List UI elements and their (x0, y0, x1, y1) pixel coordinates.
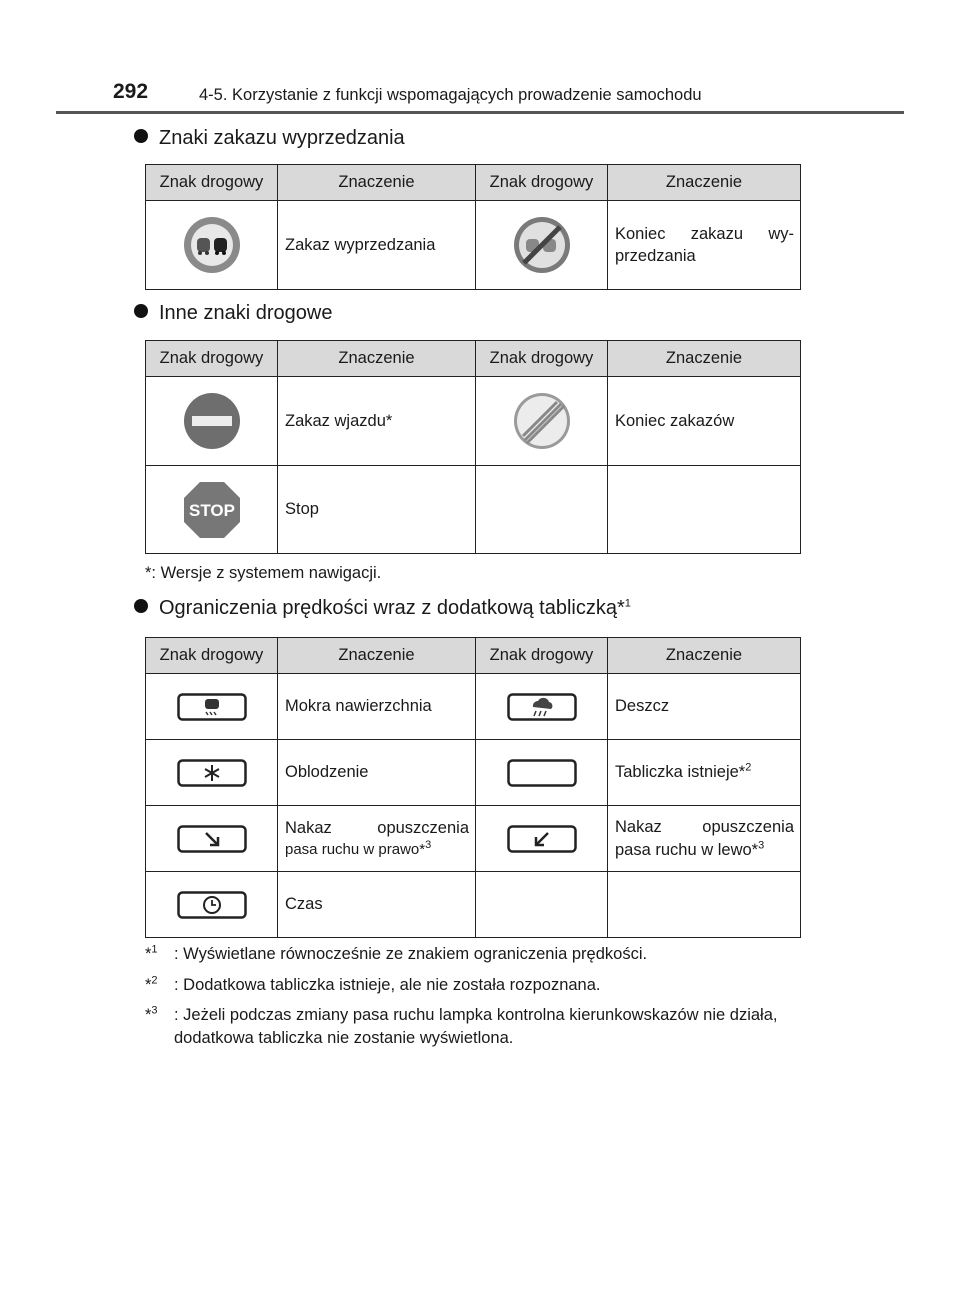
column-header: Znaczenie (608, 638, 801, 674)
column-header: Znaczenie (278, 638, 476, 674)
meaning-cell: Stop (278, 466, 476, 554)
sign-cell (146, 806, 278, 872)
sign-cell (146, 466, 278, 554)
section-heading-other-signs (134, 302, 332, 325)
empty-cell (476, 466, 608, 554)
table-row (146, 466, 801, 554)
bullet-icon (134, 599, 148, 613)
table-row (146, 872, 801, 938)
sign-cell (476, 201, 608, 290)
empty-cell (608, 872, 801, 938)
meaning-line: przedzania (615, 247, 696, 265)
meaning-line: Koniec zakazu wy- (615, 224, 794, 243)
meaning-cell: Koniec zakazów (608, 377, 801, 466)
footnote (145, 974, 805, 997)
end-of-restrictions-sign-icon (512, 391, 572, 451)
meaning-text: pasa ruchu w lewo* (615, 840, 759, 859)
table-header-row (146, 165, 801, 201)
column-header: Znak drogowy (476, 341, 608, 377)
column-header: Znak drogowy (476, 638, 608, 674)
footnote-ref: 3 (758, 839, 765, 851)
meaning-cell (608, 806, 801, 872)
exit-lane-left-plate-icon (507, 825, 577, 853)
sign-cell (146, 740, 278, 806)
stop-sign-icon (182, 480, 242, 540)
exit-lane-right-plate-icon (177, 825, 247, 853)
footnote-ref: 1 (624, 597, 631, 610)
footnote-mark: *$^1$ (145, 943, 158, 963)
meaning-line (615, 839, 794, 861)
no-overtaking-table (145, 164, 801, 290)
sign-cell (146, 872, 278, 938)
footnote (145, 1004, 805, 1050)
section-title: Inne znaki drogowe (159, 302, 333, 324)
meaning-cell: Deszcz (608, 674, 801, 740)
table-row (146, 674, 801, 740)
meaning-cell: Mokra nawierzchnia (278, 674, 476, 740)
sign-cell (476, 377, 608, 466)
page-number: 292 (113, 80, 149, 103)
column-header: Znak drogowy (146, 638, 278, 674)
meaning-cell: Zakaz wyprzedzania (278, 201, 476, 290)
no-overtaking-sign-icon (182, 215, 242, 275)
header-divider (56, 111, 904, 114)
navigation-note: *: Wersje z systemem nawigacji. (145, 564, 382, 582)
chapter-title: 4-5. Korzystanie z funkcji wspomagających prowadzenie samochodu (199, 86, 702, 104)
meaning-cell (608, 740, 801, 806)
meaning-cell: Czas (278, 872, 476, 938)
column-header: Znaczenie (278, 165, 476, 201)
footnote-text: : Jeżeli podczas zmiany pasa ruchu lampka kontrolna kierunkowskazów nie działa, dodatkowa tabliczka nie zostanie wyświetlona. (174, 1006, 778, 1047)
column-header: Znaczenie (608, 165, 801, 201)
table-header-row (146, 638, 801, 674)
other-signs-table (145, 340, 801, 554)
end-no-overtaking-sign-icon (512, 215, 572, 275)
meaning-cell: Oblodzenie (278, 740, 476, 806)
section-title: Znaki zakazu wyprzedzania (159, 127, 405, 149)
sign-cell (476, 806, 608, 872)
meaning-text: pasa ruchu w prawo* (285, 840, 426, 858)
table-row (146, 806, 801, 872)
footnote-ref: 2 (745, 761, 752, 774)
meaning-cell (278, 806, 476, 872)
footnote-text: : Dodatkowa tabliczka istnieje, ale nie została rozpoznana. (174, 976, 601, 994)
sign-cell (146, 674, 278, 740)
no-entry-sign-icon (182, 391, 242, 451)
footnote-mark: *$^3$ (145, 1004, 158, 1024)
meaning-line: Nakaz opuszczenia (285, 819, 469, 838)
meaning-cell (608, 201, 801, 290)
column-header: Znaczenie (278, 341, 476, 377)
empty-cell (608, 466, 801, 554)
meaning-text: Tabliczka istnieje* (615, 763, 746, 782)
footnote (145, 943, 805, 966)
meaning-line: Nakaz opuszczenia (615, 818, 794, 837)
table-row (146, 201, 801, 290)
bullet-icon (134, 304, 148, 318)
footnote-text: : Wyświetlane równocześnie ze znakiem ograniczenia prędkości. (174, 945, 648, 963)
rain-plate-icon (507, 693, 577, 721)
sign-cell (146, 377, 278, 466)
time-plate-icon (177, 891, 247, 919)
column-header: Znaczenie (608, 341, 801, 377)
sign-cell (476, 674, 608, 740)
stop-sign-text: STOP (188, 500, 235, 520)
column-header: Znak drogowy (476, 165, 608, 201)
sign-cell (146, 201, 278, 290)
footnote-ref: 3 (425, 838, 432, 851)
column-header: Znak drogowy (146, 165, 278, 201)
meaning-line (285, 840, 469, 860)
wet-road-plate-icon (177, 693, 247, 721)
plate-present-icon (507, 759, 577, 787)
column-header: Znak drogowy (146, 341, 278, 377)
bullet-icon (134, 129, 148, 143)
sign-cell (476, 740, 608, 806)
icy-road-plate-icon (177, 759, 247, 787)
section-heading-speed-limits (134, 597, 631, 620)
speed-limit-plates-table (145, 637, 801, 938)
table-row (146, 740, 801, 806)
empty-cell (476, 872, 608, 938)
footnote-mark: *$^2$ (145, 974, 158, 994)
section-heading-no-overtaking (134, 127, 405, 150)
table-header-row (146, 341, 801, 377)
table-row (146, 377, 801, 466)
meaning-cell: Zakaz wjazdu* (278, 377, 476, 466)
page-header (0, 0, 960, 118)
section-title: Ograniczenia prędkości wraz z dodatkową tabliczką* (159, 597, 625, 619)
